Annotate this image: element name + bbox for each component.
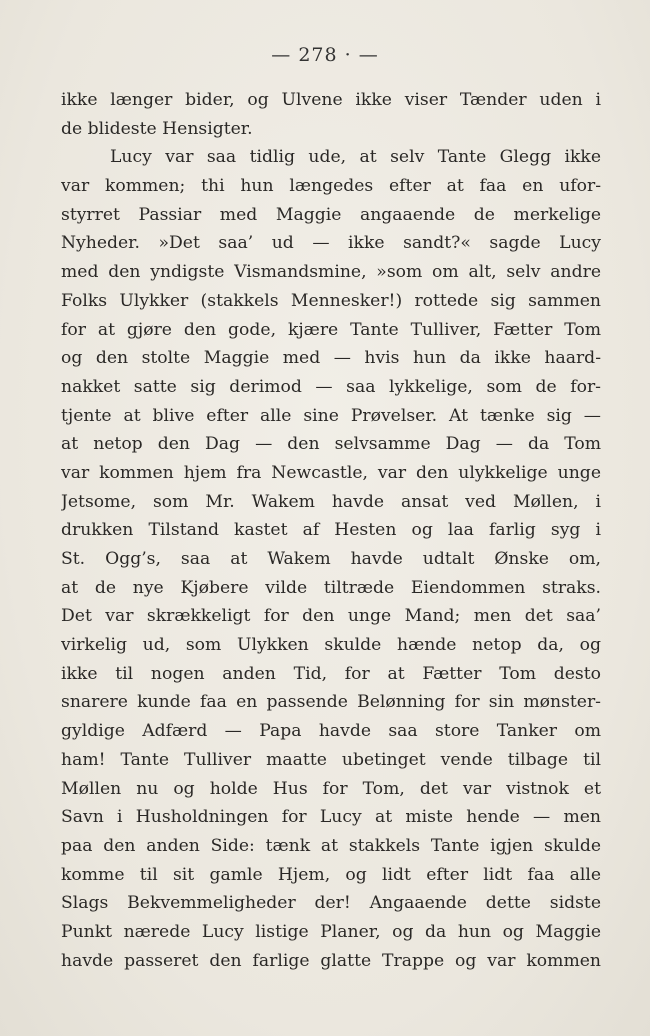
- text-line: Jetsome, som Mr. Wakem havde ansat ved Møllen, i: [61, 491, 601, 512]
- text-line: gyldige Adfærd — Papa havde saa store Tanker om: [61, 721, 601, 742]
- text-line: Folks Ulykker (stakkels Mennesker!) rottede sig sammen: [61, 290, 601, 311]
- text-line: de blideste Hensigter.: [61, 118, 253, 139]
- body-text: [61, 86, 601, 975]
- text-line: at de nye Kjøbere vilde tiltræde Eiendommen straks.: [61, 577, 601, 598]
- text-line: St. Ogg’s, saa at Wakem havde udtalt Ønske om,: [61, 549, 601, 569]
- text-line: havde passeret den farlige glatte Trappe og var kommen: [61, 950, 601, 971]
- page-number: — 278 · —: [271, 44, 379, 66]
- text-line: nakket satte sig derimod — saa lykkelige, som de for-: [61, 376, 601, 397]
- text-line: styrret Passiar med Maggie angaaende de merkelige: [61, 204, 601, 225]
- text-line: og den stolte Maggie med — hvis hun da ikke haard-: [61, 348, 601, 369]
- text-line: Nyheder. »Det saa’ ud — ikke sandt?« sagde Lucy: [61, 233, 601, 254]
- text-line: Lucy var saa tidlig ude, at selv Tante Glegg ikke: [110, 147, 601, 168]
- text-line: med den yndigste Vismandsmine, »som om alt, selv andre: [61, 262, 601, 283]
- text-line: for at gjøre den gode, kjære Tante Tulliver, Fætter Tom: [61, 319, 601, 340]
- text-line: var kommen hjem fra Newcastle, var den ulykkelige unge: [61, 462, 601, 483]
- text-line: snarere kunde faa en passende Belønning for sin mønster-: [61, 692, 601, 713]
- text-line: Det var skrækkeligt for den unge Mand; men det saa’: [61, 606, 601, 627]
- text-line: at netop den Dag — den selvsamme Dag — da Tom: [61, 434, 601, 455]
- text-line: Punkt nærede Lucy listige Planer, og da hun og Maggie: [61, 921, 601, 942]
- text-line: var kommen; thi hun længedes efter at faa en ufor-: [61, 176, 601, 197]
- text-line: komme til sit gamle Hjem, og lidt efter lidt faa alle: [61, 864, 601, 885]
- text-line: ikke længer bider, og Ulvene ikke viser Tænder uden i: [61, 90, 601, 110]
- text-line: Slags Bekvemmeligheder der! Angaaende dette sidste: [61, 893, 601, 914]
- text-line: tjente at blive efter alle sine Prøvelser. At tænke sig —: [61, 405, 601, 426]
- text-line: Savn i Husholdningen for Lucy at miste hende — men: [61, 807, 601, 828]
- text-line: Møllen nu og holde Hus for Tom, det var vistnok et: [61, 778, 601, 799]
- text-line: ikke til nogen anden Tid, for at Fætter Tom desto: [61, 663, 601, 684]
- text-line: paa den anden Side: tænk at stakkels Tante igjen skulde: [61, 835, 601, 856]
- text-line: drukken Tilstand kastet af Hesten og laa farlig syg i: [61, 520, 601, 541]
- text-line: virkelig ud, som Ulykken skulde hænde netop da, og: [61, 635, 601, 656]
- text-line: ham! Tante Tulliver maatte ubetinget vende tilbage til: [61, 749, 601, 770]
